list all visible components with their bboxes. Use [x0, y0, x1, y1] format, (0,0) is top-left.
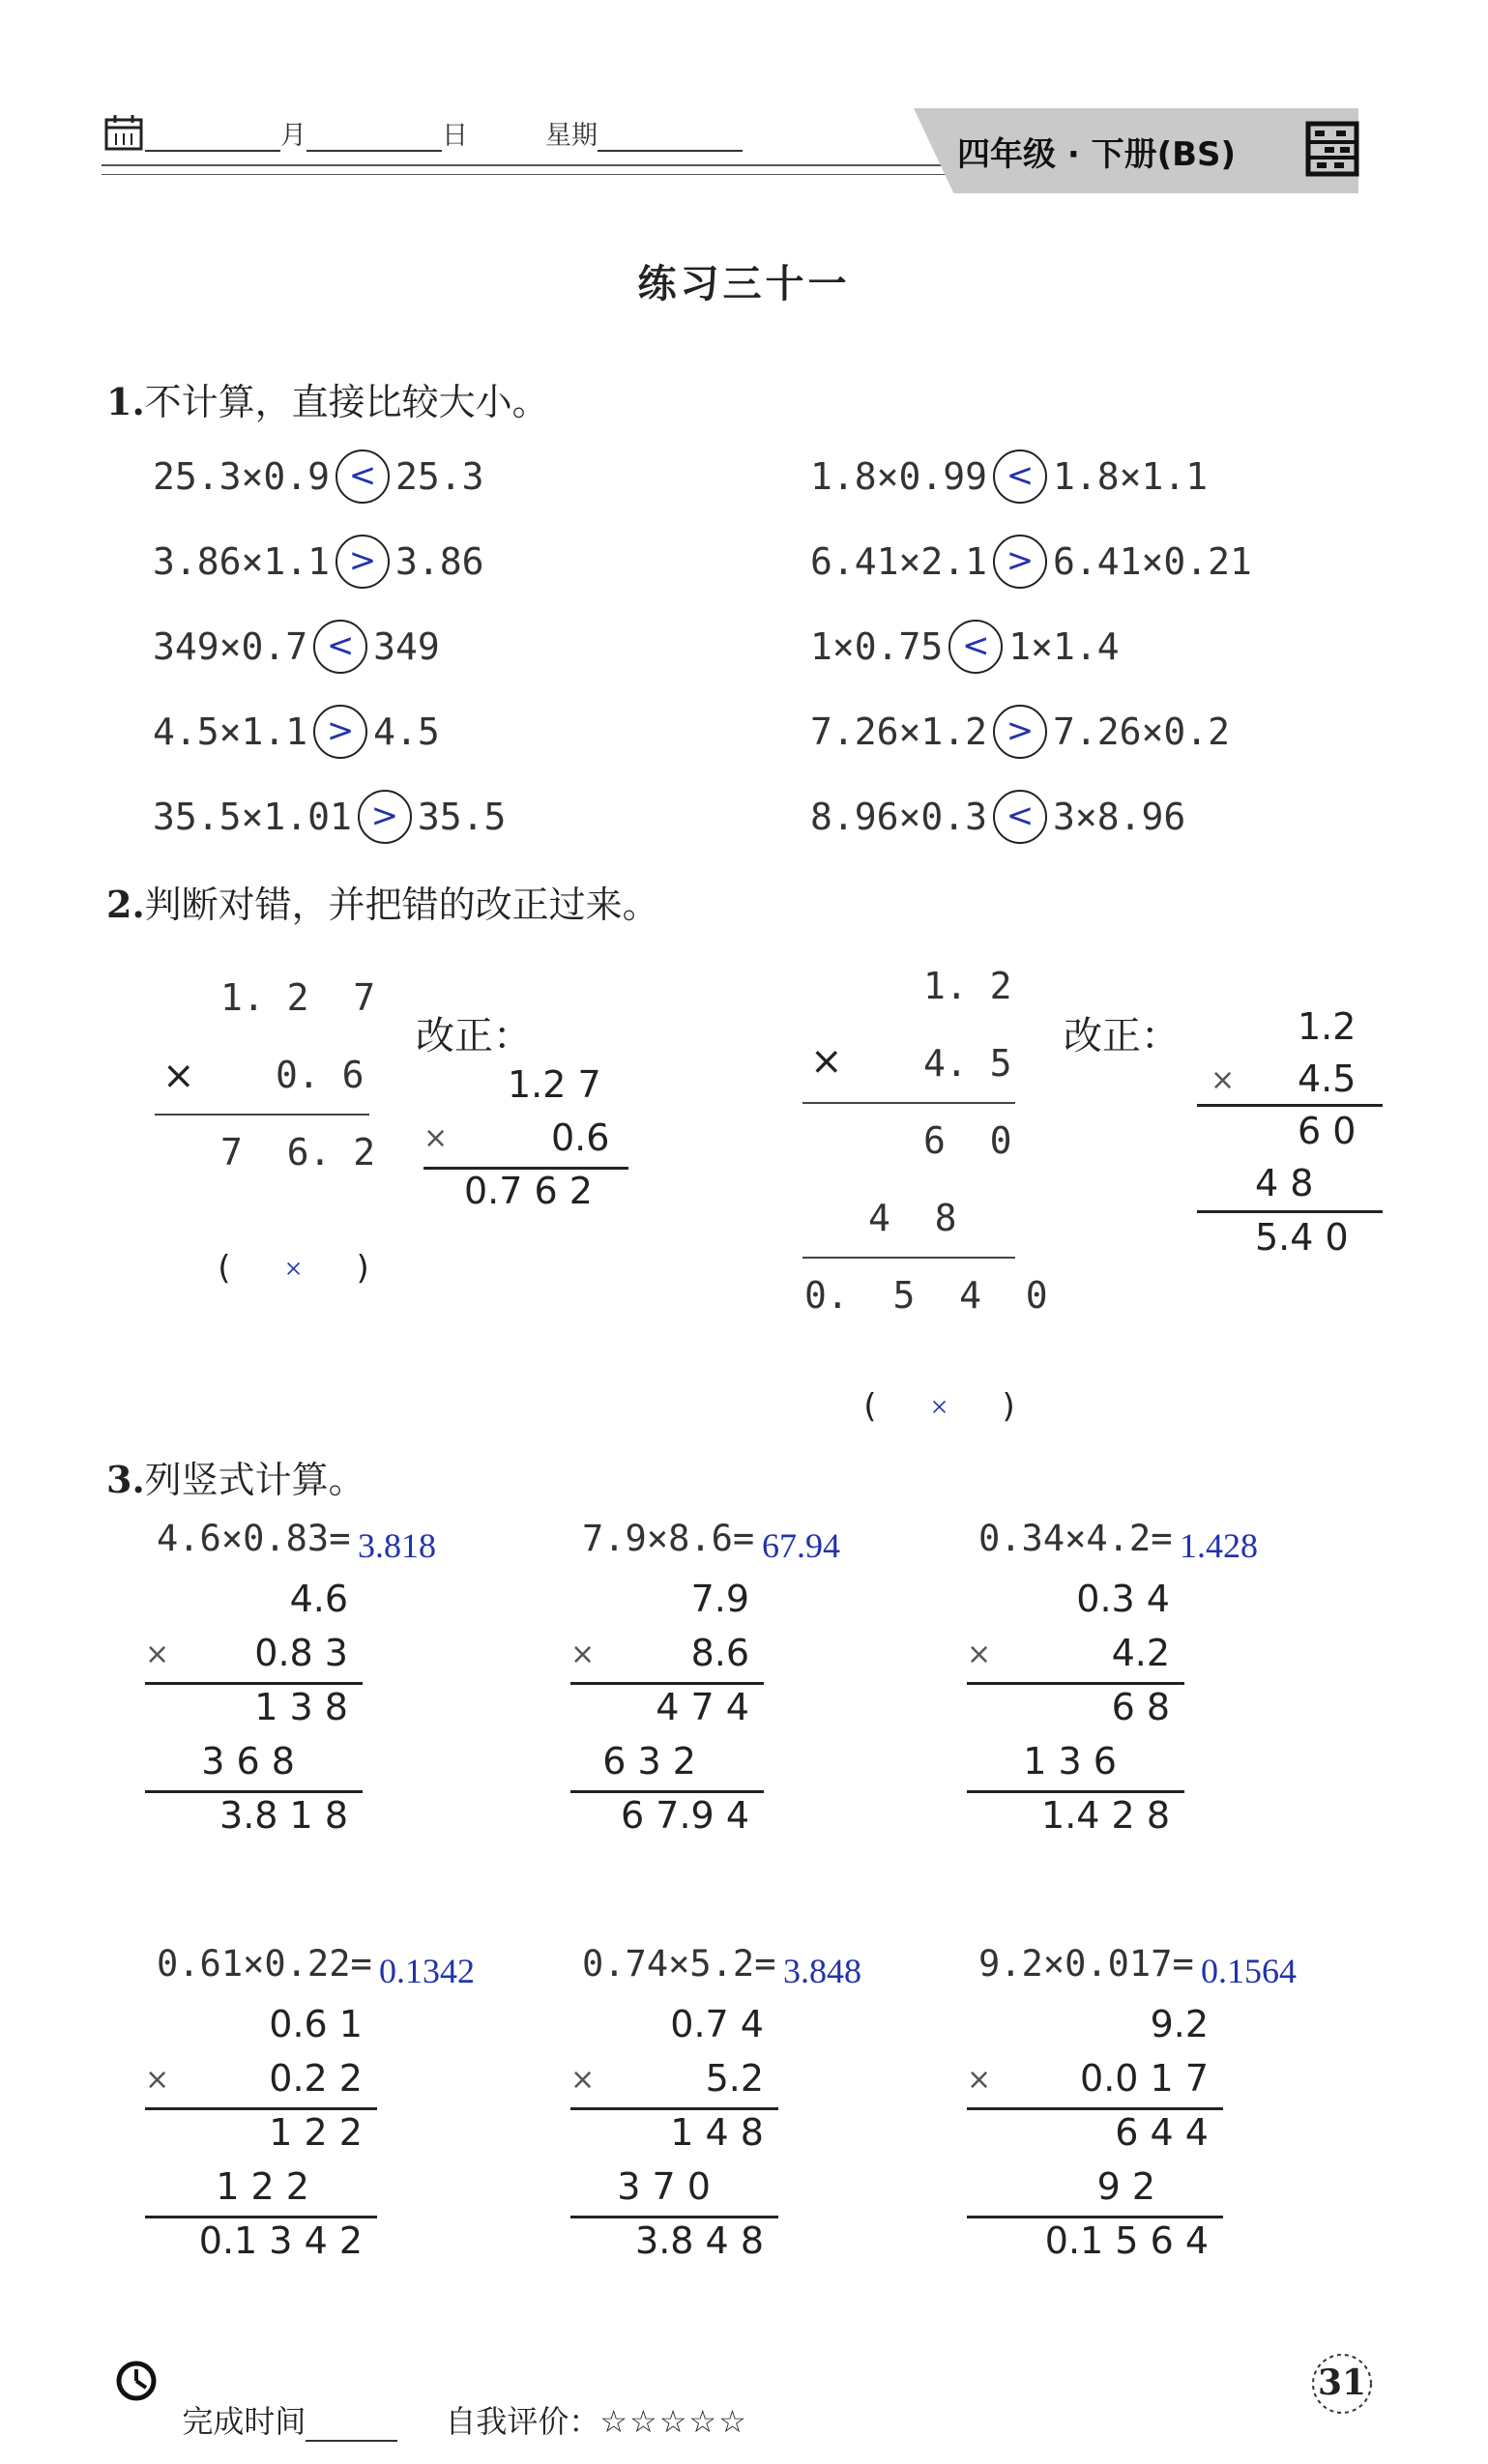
problem-answer[interactable]: 3.818 — [358, 1526, 436, 1565]
q2b-fix-times: × — [1211, 1063, 1236, 1097]
calc-row: 8.6 — [690, 1632, 749, 1674]
q2b-judge-open: ( — [863, 1387, 877, 1426]
times-sign: × — [967, 2063, 992, 2097]
calc-row: 0.0 1 7 — [1080, 2057, 1209, 2100]
calc-rule — [145, 2216, 377, 2218]
date-line — [145, 114, 743, 152]
comparison-right: 6.41×0.21 — [1053, 540, 1252, 583]
q2a-correct-label: 改正： — [416, 1014, 532, 1058]
q2b-correct-label: 改正： — [1064, 1014, 1180, 1058]
calc-row: 0.6 1 — [269, 2003, 363, 2045]
page-number: 31 — [1317, 2363, 1367, 2403]
calc-rule — [145, 1790, 363, 1793]
comparison-right: 3.86 — [395, 540, 484, 583]
q2b-partial-2: 4 8 — [868, 1197, 957, 1239]
footer-time — [162, 2361, 397, 2442]
calc-row: 7.9 — [690, 1578, 749, 1620]
problem-answer[interactable]: 0.1342 — [379, 1952, 475, 1990]
calc-row: 1 2 2 — [216, 2165, 309, 2208]
comparison-item — [810, 620, 1120, 674]
problem-answer[interactable]: 67.94 — [762, 1526, 840, 1565]
calc-row: 5.2 — [705, 2057, 764, 2100]
comparison-answer-circle[interactable]: > — [993, 705, 1047, 759]
calc-row: 0.3 4 — [1076, 1578, 1170, 1620]
q2a-rule — [155, 1114, 369, 1116]
comparison-right: 3×8.96 — [1053, 796, 1186, 838]
q2-number: 2. — [106, 883, 145, 926]
problem-expression: 7.9×8.6= — [582, 1518, 755, 1559]
eval-label: 自我评价： — [445, 2403, 600, 2440]
page-title: 练习三十一 — [637, 262, 851, 306]
calc-row: 1 3 8 — [254, 1686, 348, 1728]
time-label: 完成时间 — [182, 2403, 306, 2440]
problem-expression: 0.34×4.2= — [978, 1518, 1173, 1559]
grade-label: 四年级 · 下册(BS) — [957, 135, 1237, 174]
q2a-judge — [176, 1210, 369, 1326]
q3-heading — [106, 1450, 365, 1503]
calc-row: 0.8 3 — [254, 1632, 348, 1674]
star-rating[interactable]: ☆☆☆☆☆ — [599, 2403, 748, 2440]
problem-expression: 9.2×0.017= — [978, 1943, 1194, 1985]
q2b-fix-p1: 6 0 — [1298, 1110, 1357, 1152]
calc-rule — [967, 2216, 1223, 2218]
q2-heading — [106, 875, 659, 928]
problem-expression: 0.61×0.22= — [157, 1943, 372, 1985]
calc-row: 3.8 1 8 — [219, 1794, 348, 1837]
comparison-item — [153, 535, 484, 589]
comparison-item — [810, 449, 1208, 504]
calc-row: 0.2 2 — [269, 2057, 363, 2100]
q3-text: 列竖式计算。 — [144, 1459, 365, 1501]
problem-answer[interactable]: 3.848 — [783, 1952, 861, 1990]
comparison-left: 1×0.75 — [810, 625, 944, 668]
month-blank[interactable] — [145, 127, 280, 152]
q2b-fix-rule-1 — [1197, 1104, 1383, 1107]
month-label: 月 — [280, 121, 306, 151]
comparison-right: 1.8×1.1 — [1053, 455, 1209, 498]
q2a-fix-line2: 0.6 — [551, 1116, 610, 1159]
comparison-left: 1.8×0.99 — [810, 455, 988, 498]
calc-row: 1 3 6 — [1023, 1740, 1117, 1783]
calendar-icon — [104, 114, 143, 155]
q2b-rule-1 — [802, 1102, 1015, 1104]
problem-answer[interactable]: 0.1564 — [1201, 1952, 1297, 1990]
comparison-item — [810, 535, 1252, 589]
calc-rule — [570, 1682, 764, 1685]
day-blank[interactable] — [306, 127, 442, 152]
calc-row: 0.1 5 6 4 — [1044, 2219, 1209, 2262]
q2b-times: × — [810, 1039, 843, 1084]
comparison-right: 25.3 — [395, 455, 484, 498]
header-rule — [102, 164, 952, 166]
q2b-fix-result: 5.4 0 — [1255, 1216, 1349, 1259]
footer-eval — [425, 2361, 748, 2442]
q2b-judge-close: ) — [1002, 1387, 1015, 1426]
q2a-line1: 1. 2 7 — [220, 976, 376, 1019]
calc-row: 0.7 4 — [670, 2003, 764, 2045]
calc-row: 3.8 4 8 — [635, 2219, 764, 2262]
calc-row: 6 8 — [1111, 1686, 1170, 1728]
q1-text: 不计算，直接比较大小。 — [144, 381, 549, 423]
comparison-answer-circle[interactable]: < — [993, 449, 1047, 504]
comparison-answer-circle[interactable]: < — [313, 620, 367, 674]
comparison-item — [153, 705, 440, 759]
calc-row: 3 7 0 — [617, 2165, 711, 2208]
abacus-icon — [1305, 121, 1359, 181]
q2b-result: 0. 5 4 0 — [804, 1274, 1048, 1317]
calc-row: 4 7 4 — [656, 1686, 749, 1728]
comparison-item — [153, 790, 506, 844]
header-rule-2 — [102, 174, 952, 175]
q3-number: 3. — [106, 1458, 145, 1501]
calc-row: 1.4 2 8 — [1041, 1794, 1170, 1837]
comparison-left: 25.3×0.9 — [153, 455, 331, 498]
clock-icon — [114, 2359, 159, 2407]
q2b-fix-line1: 1.2 — [1298, 1005, 1357, 1048]
comparison-right: 4.5 — [373, 710, 440, 753]
times-sign: × — [145, 1638, 170, 1671]
q2a-fix-line1: 1.2 7 — [508, 1063, 601, 1106]
calc-row: 0.1 3 4 2 — [198, 2219, 363, 2262]
q2b-line2: 4. 5 — [923, 1042, 1012, 1085]
comparison-left: 4.5×1.1 — [153, 710, 308, 753]
q1-heading — [106, 372, 549, 425]
calc-rule — [570, 2216, 778, 2218]
comparison-answer-circle[interactable]: > — [358, 790, 412, 844]
weekday-label: 星期 — [545, 121, 598, 151]
time-blank[interactable] — [306, 2411, 397, 2442]
comparison-item — [810, 705, 1230, 759]
problem-expression: 4.6×0.83= — [157, 1518, 351, 1559]
q2a-result: 7 6. 2 — [220, 1131, 376, 1174]
comparison-right: 349 — [373, 625, 440, 668]
q2a-judge-mark[interactable]: × — [284, 1251, 303, 1286]
q2a-judge-close: ) — [356, 1249, 369, 1288]
q2b-judge-mark[interactable]: × — [930, 1389, 948, 1424]
comparison-answer-circle[interactable]: < — [993, 790, 1047, 844]
calc-rule — [570, 1790, 764, 1793]
day-label: 日 — [442, 121, 468, 151]
comparison-right: 1×1.4 — [1008, 625, 1120, 668]
calc-row: 9.2 — [1150, 2003, 1209, 2045]
q2b-judge — [822, 1348, 1015, 1464]
q2a-line2: 0. 6 — [276, 1054, 365, 1096]
weekday-blank[interactable] — [598, 127, 743, 152]
calc-row: 9 2 — [1096, 2165, 1155, 2208]
calc-row: 4.2 — [1111, 1632, 1170, 1674]
q2a-fix-result: 0.7 6 2 — [464, 1170, 593, 1212]
calc-row: 1 4 8 — [670, 2111, 764, 2154]
calc-rule — [570, 2107, 778, 2110]
calc-rule — [967, 1790, 1184, 1793]
comparison-answer-circle[interactable]: > — [313, 705, 367, 759]
calc-rule — [145, 2107, 377, 2110]
calc-rule — [145, 1682, 363, 1685]
comparison-right: 35.5 — [417, 796, 507, 838]
calc-rule — [967, 2107, 1223, 2110]
q2-text: 判断对错，并把错的改正过来。 — [144, 884, 659, 926]
comparison-right: 7.26×0.2 — [1053, 710, 1231, 753]
calc-rule — [967, 1682, 1184, 1685]
q2b-fix-p2: 4 8 — [1255, 1162, 1314, 1204]
comparison-answer-circle[interactable]: < — [336, 449, 390, 504]
q2a-judge-open: ( — [218, 1249, 231, 1288]
comparison-left: 3.86×1.1 — [153, 540, 331, 583]
times-sign: × — [570, 1638, 596, 1671]
q2b-line1: 1. 2 — [923, 965, 1012, 1007]
comparison-left: 35.5×1.01 — [153, 796, 352, 838]
calc-row: 6 7.9 4 — [621, 1794, 749, 1837]
comparison-item — [153, 449, 484, 504]
q2b-fix-line2: 4.5 — [1298, 1058, 1357, 1100]
problem-expression: 0.74×5.2= — [582, 1943, 776, 1985]
comparison-answer-circle[interactable]: > — [993, 535, 1047, 589]
comparison-item — [810, 790, 1185, 844]
q2a-fix-times: × — [423, 1121, 449, 1155]
calc-row: 4.6 — [289, 1578, 348, 1620]
comparison-answer-circle[interactable]: > — [336, 535, 390, 589]
page-number-badge — [1305, 2347, 1379, 2421]
calc-row: 6 4 4 — [1115, 2111, 1209, 2154]
comparison-item — [153, 620, 440, 674]
q2b-partial-1: 6 0 — [923, 1119, 1012, 1162]
times-sign: × — [570, 2063, 596, 2097]
comparison-left: 7.26×1.2 — [810, 710, 988, 753]
q2a-times: × — [162, 1054, 195, 1098]
calc-row: 6 3 2 — [602, 1740, 696, 1783]
calc-row: 1 2 2 — [269, 2111, 363, 2154]
q2b-rule-2 — [802, 1257, 1015, 1259]
q1-number: 1. — [106, 380, 145, 423]
q2b-fix-rule-2 — [1197, 1210, 1383, 1213]
comparison-left: 349×0.7 — [153, 625, 308, 668]
comparison-left: 8.96×0.3 — [810, 796, 988, 838]
times-sign: × — [145, 2063, 170, 2097]
times-sign: × — [967, 1638, 992, 1671]
comparison-left: 6.41×2.1 — [810, 540, 988, 583]
calc-row: 3 6 8 — [201, 1740, 295, 1783]
problem-answer[interactable]: 1.428 — [1180, 1526, 1258, 1565]
comparison-answer-circle[interactable]: < — [948, 620, 1003, 674]
